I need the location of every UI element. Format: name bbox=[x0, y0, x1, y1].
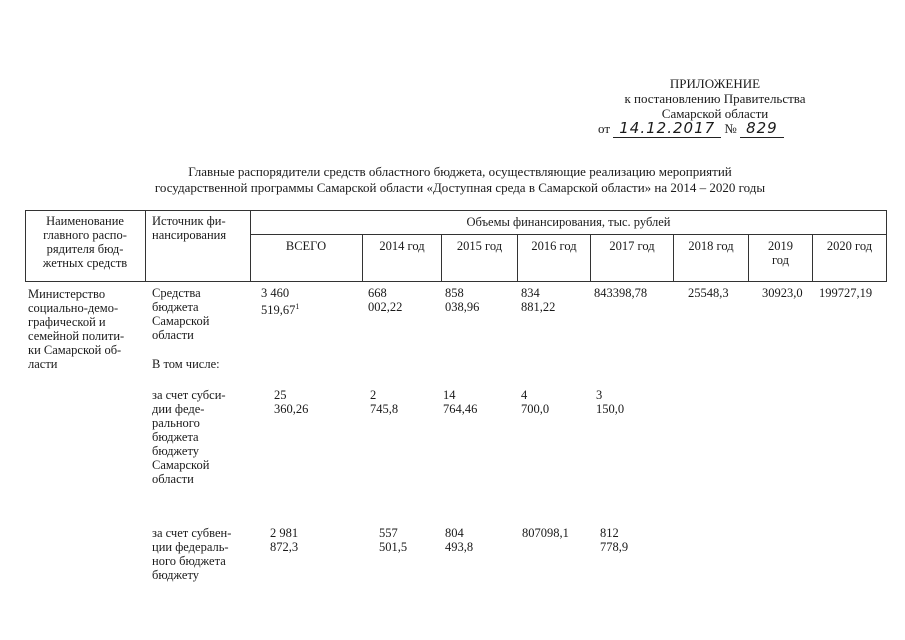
row-2017: 3 150,0 bbox=[596, 388, 625, 416]
header-total: ВСЕГО bbox=[285, 239, 327, 253]
row-source-line: дии феде- bbox=[152, 402, 205, 416]
row-source-line: Самарской bbox=[152, 458, 210, 472]
header-2017: 2017 год bbox=[609, 239, 655, 253]
row-2015: 14 764,46 bbox=[443, 388, 478, 416]
row-2016: 807098,1 bbox=[522, 526, 569, 540]
table-border-top bbox=[25, 210, 887, 211]
header-2016: 2016 год bbox=[531, 239, 577, 253]
row-source-line: за счет субвен- bbox=[152, 526, 232, 540]
row-source-line: Самарской bbox=[152, 314, 210, 328]
row-source-line: рального bbox=[152, 416, 200, 430]
row-2016: 834 881,22 bbox=[521, 286, 556, 314]
header-name-line: рядителя бюд- bbox=[46, 242, 124, 256]
ministry-line: графической и bbox=[28, 315, 106, 329]
row-source-line: бюджету bbox=[152, 444, 199, 458]
row-source-line: Средства bbox=[152, 286, 201, 300]
header-2019-line: год bbox=[771, 253, 790, 267]
ministry-line: Министерство bbox=[28, 287, 106, 301]
header-volumes: Объемы финансирования, тыс. рублей bbox=[466, 215, 671, 229]
header-source-line: нансирования bbox=[152, 228, 227, 242]
row-source-line: бюджету bbox=[152, 568, 199, 582]
ministry-line: ласти bbox=[28, 357, 58, 371]
header-2014: 2014 год bbox=[379, 239, 425, 253]
header-source bbox=[152, 214, 248, 242]
row-2015: 804 493,8 bbox=[445, 526, 474, 554]
row-source-line: за счет субси- bbox=[152, 388, 226, 402]
header-2019-line: 2019 bbox=[768, 239, 793, 253]
header-name-line: Наименование bbox=[46, 214, 124, 228]
annex-dateline bbox=[590, 121, 840, 136]
row-2020: 199727,19 bbox=[819, 286, 873, 300]
table-border-right bbox=[886, 210, 887, 282]
row-source-line: бюджета bbox=[152, 430, 199, 444]
row-2018: 25548,3 bbox=[688, 286, 729, 300]
title-line2: государственной программы Самарской области «Доступная среда в Самарской области» на 2014 – 2020 годы bbox=[154, 180, 766, 195]
header-source-line: Источник фи- bbox=[152, 214, 226, 228]
row-source bbox=[152, 388, 248, 486]
row-2017: 812 778,9 bbox=[600, 526, 629, 554]
row-2015: 858 038,96 bbox=[445, 286, 480, 314]
table-border-left bbox=[25, 210, 26, 282]
row-including-label: В том числе: bbox=[152, 357, 220, 371]
annex-line2: Самарской области bbox=[661, 106, 769, 121]
ministry-line: ки Самарской об- bbox=[28, 343, 122, 357]
header-name bbox=[27, 214, 143, 270]
header-2020: 2020 год bbox=[826, 239, 873, 253]
ministry-line: семейной полити- bbox=[28, 329, 125, 343]
table-border-subheader bbox=[250, 234, 887, 235]
document-title bbox=[60, 164, 860, 196]
table-border-header-bottom bbox=[25, 281, 887, 282]
row-total bbox=[261, 286, 299, 317]
row-source-line: ции федераль- bbox=[152, 540, 229, 554]
row-2016: 4 700,0 bbox=[521, 388, 550, 416]
annex-from-label: от bbox=[598, 121, 611, 136]
row-source-line: бюджета bbox=[152, 300, 199, 314]
row-source-line: области bbox=[152, 328, 194, 342]
header-2019 bbox=[749, 239, 812, 267]
ministry-line: социально-демо- bbox=[28, 301, 119, 315]
row-source bbox=[152, 286, 248, 342]
ministry-name bbox=[28, 287, 144, 371]
annex-number-label: № bbox=[724, 121, 737, 136]
row-source bbox=[152, 526, 248, 582]
header-2015: 2015 год bbox=[456, 239, 503, 253]
row-2014: 557 501,5 bbox=[379, 526, 408, 554]
header-name-line: главного распо- bbox=[43, 228, 127, 242]
row-source-line: ного бюджета bbox=[152, 554, 226, 568]
row-total: 2 981 872,3 bbox=[270, 526, 299, 554]
annex-line1: к постановлению Правительства bbox=[624, 91, 806, 106]
header-2018: 2018 год bbox=[688, 239, 734, 253]
annex-date: 14.12.2017 bbox=[613, 119, 721, 138]
annex-block bbox=[590, 76, 840, 136]
annex-title: ПРИЛОЖЕНИЕ bbox=[669, 76, 761, 91]
row-2014: 668 002,22 bbox=[368, 286, 403, 314]
row-2019: 30923,0 bbox=[762, 286, 803, 300]
annex-number: 829 bbox=[740, 119, 784, 138]
table-border-col1 bbox=[145, 210, 146, 282]
row-source-line: области bbox=[152, 472, 194, 486]
row-2017: 843398,78 bbox=[594, 286, 648, 300]
row-total-value: 3 460 519,67 bbox=[261, 286, 296, 318]
row-total-footnote: 1 bbox=[295, 302, 300, 311]
header-name-line: жетных средств bbox=[42, 256, 128, 270]
row-total: 25 360,26 bbox=[274, 388, 309, 416]
row-2014: 2 745,8 bbox=[370, 388, 399, 416]
title-line1: Главные распорядители средств областного бюджета, осуществляющие реализацию мероприятий bbox=[188, 164, 732, 179]
